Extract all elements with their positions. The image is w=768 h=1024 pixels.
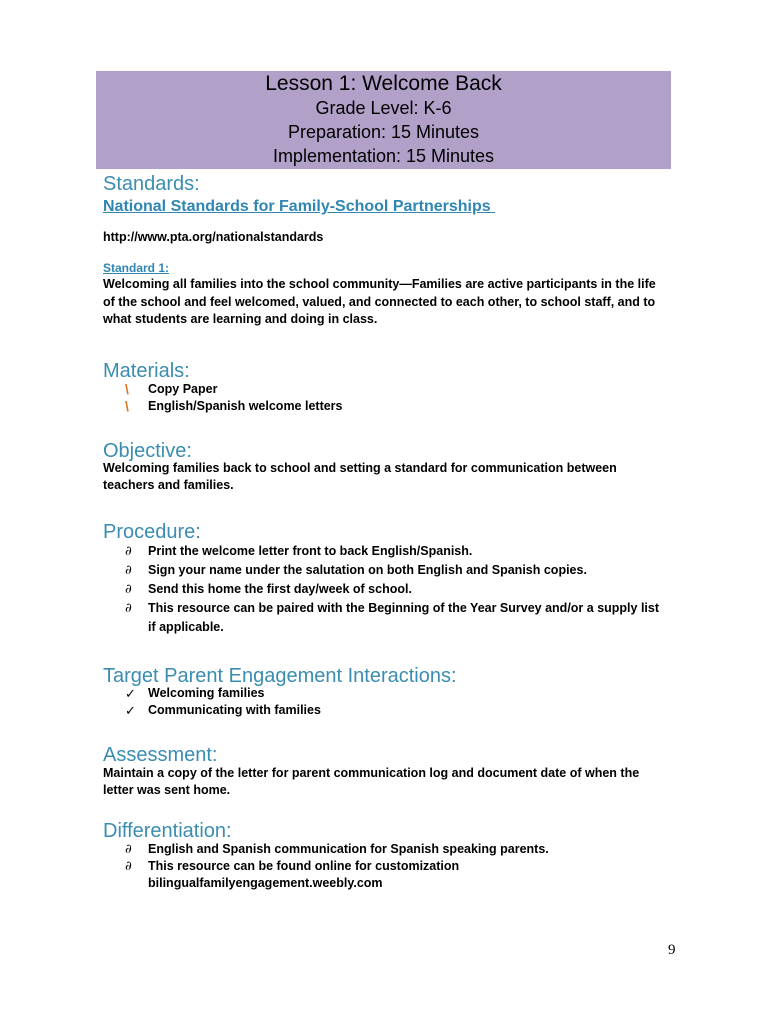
list-item: ∂ Print the welcome letter front to back English/Spanish. — [125, 543, 473, 559]
list-item: ∂ Send this home the first day/week of school. — [125, 581, 412, 597]
partial-bullet-icon: ∂ — [125, 543, 132, 559]
partial-bullet-icon: ∂ — [125, 841, 132, 857]
list-item: ✓ Welcoming families — [125, 685, 265, 701]
list-item: ∂ Sign your name under the salutation on both English and Spanish copies. — [125, 562, 587, 578]
grade-level: Grade Level: K-6 — [315, 98, 452, 118]
slash-bullet-icon: \ — [125, 380, 129, 397]
partial-bullet-icon: ∂ — [125, 562, 132, 578]
materials-list — [103, 381, 663, 415]
objective-heading: Objective: — [103, 439, 192, 462]
assessment-heading: Assessment: — [103, 743, 218, 766]
slash-bullet-icon: \ — [125, 397, 129, 414]
list-item: ∂ This resource can be found online for customization bilingualfamilyengagement.weebly.com — [125, 858, 460, 890]
list-item: \ Copy Paper — [125, 380, 218, 397]
lesson-content — [103, 171, 663, 892]
procedure-list — [103, 542, 663, 637]
lesson-title: Lesson 1: Welcome Back — [265, 72, 502, 95]
standard-1-label: Standard 1: — [103, 261, 170, 275]
differentiation-list — [103, 841, 663, 892]
objective-text: Welcoming families back to school and setting a standard for communication between teachers and families. — [103, 460, 617, 492]
standard-1-text: Welcoming all families into the school community—Families are active participants in the life of the school and feel welcomed, valued, and connected to each other, to school staff, and to what students are learning and doing in class. — [103, 277, 656, 326]
checkmark-icon: ✓ — [125, 685, 136, 701]
partial-bullet-icon: ∂ — [125, 600, 132, 616]
partial-bullet-icon: ∂ — [125, 581, 132, 597]
target-interactions-list — [103, 685, 663, 719]
lesson-header — [96, 71, 671, 169]
standards-url[interactable]: http://www.pta.org/nationalstandards — [103, 230, 324, 244]
standards-heading: Standards: — [103, 173, 200, 195]
differentiation-heading: Differentiation: — [103, 819, 232, 842]
target-interactions-heading: Target Parent Engagement Interactions: — [103, 664, 457, 687]
partial-bullet-icon: ∂ — [125, 858, 132, 874]
assessment-text: Maintain a copy of the letter for parent communication log and document date of when the letter was sent home. — [103, 765, 640, 797]
list-item: ∂ English and Spanish communication for Spanish speaking parents. — [125, 841, 549, 857]
list-item: \ English/Spanish welcome letters — [125, 397, 343, 414]
page-number: 9 — [668, 942, 676, 958]
implementation-time: Implementation: 15 Minutes — [272, 146, 495, 166]
list-item: ✓ Communicating with families — [125, 702, 321, 718]
standards-link[interactable]: National Standards for Family-School Partnerships — [103, 198, 496, 215]
procedure-heading: Procedure: — [103, 520, 201, 543]
preparation-time: Preparation: 15 Minutes — [287, 122, 480, 142]
materials-heading: Materials: — [103, 359, 190, 382]
checkmark-icon: ✓ — [125, 702, 136, 718]
list-item: ∂ This resource can be paired with the Beginning of the Year Survey and/or a supply list if applicable. — [125, 600, 660, 634]
